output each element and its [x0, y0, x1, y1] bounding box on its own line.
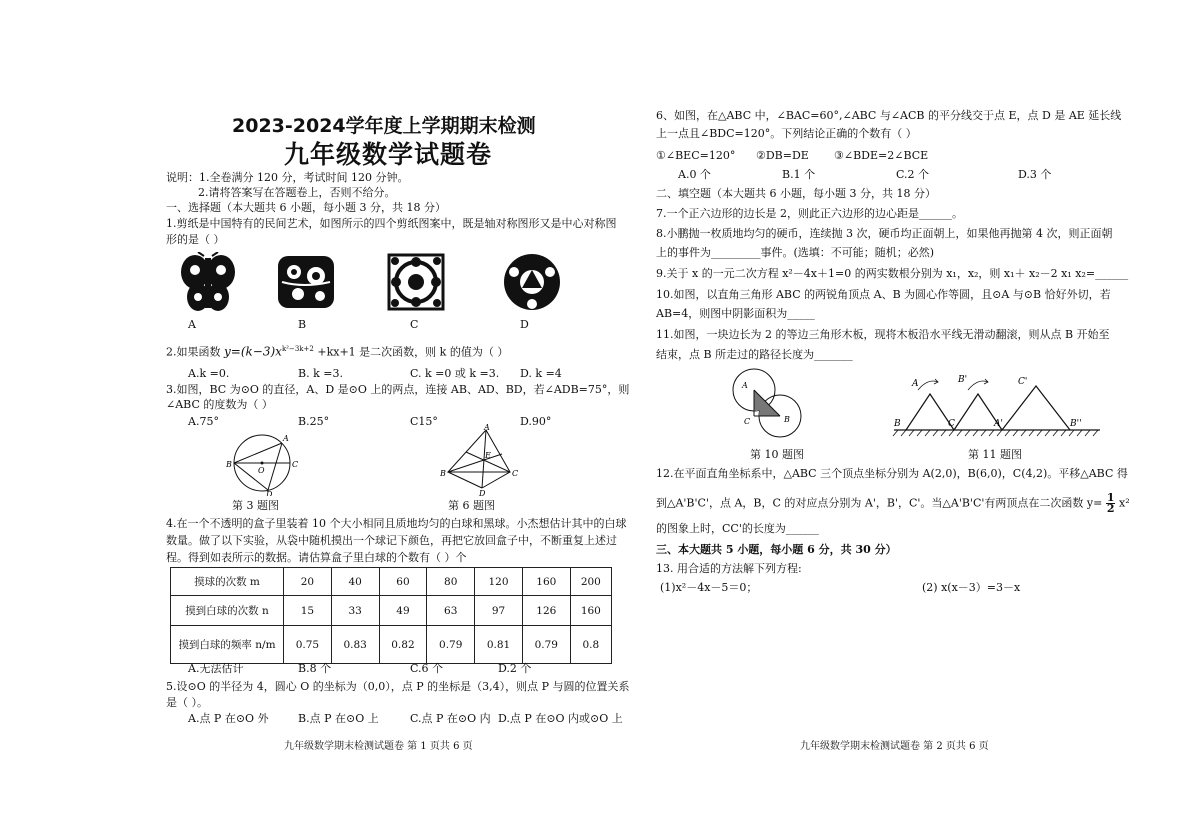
table-cell: 63: [427, 596, 475, 626]
table-cell: 60: [379, 568, 427, 596]
q1-option-c-label: C: [410, 318, 419, 331]
q2-option-c: C. k =0 或 k =3.: [410, 367, 500, 380]
q11-label-a: A: [912, 379, 919, 389]
q3-label-c: C: [292, 460, 299, 469]
q5-option-b: B.点 P 在⊙O 上: [298, 712, 379, 725]
fig6-caption: 第 6 题图: [448, 499, 495, 512]
q5-option-a: A.点 P 在⊙O 外: [188, 712, 269, 725]
q6-statement-1: ①∠BEC=120°: [656, 149, 736, 162]
q13-line: 13. 用合适的方法解下列方程:: [656, 562, 802, 575]
section-3-heading: 三、本大题共 5 小题，每小题 6 分，共 30 分）: [656, 543, 897, 556]
q10-label-b: B: [784, 415, 790, 424]
q6-option-a: A.0 个: [678, 168, 711, 181]
table-cell: 40: [331, 568, 379, 596]
section-1-heading: 一、选择题（本大题共 6 小题，每小题 3 分，共 18 分）: [166, 201, 446, 214]
table-cell: 摸球的次数 m: [171, 568, 284, 596]
papercut-triple-fish-image: [500, 250, 564, 314]
table-cell: 120: [475, 568, 523, 596]
q6-label-e: E: [485, 451, 491, 460]
q10-line-2: AB=4，则图中阴影面积为_____: [656, 307, 815, 320]
note-1: 说明：1.全卷满分 120 分，考试时间 120 分钟。: [166, 171, 409, 184]
q10-tangent-circles-figure: [730, 364, 816, 444]
table-cell: 126: [522, 596, 570, 626]
table-cell: 0.75: [284, 626, 332, 664]
exam-title: 2023-2024学年度上学期期末检测: [232, 115, 536, 137]
q8-line-1: 8.小鹏抛一枚质地均匀的硬币，连续抛 3 次，硬币均正面朝上，如果他再抛第 4 次，则正面朝: [656, 227, 1113, 240]
table-row: [171, 596, 612, 626]
q13-part-1: (1)x²－4x－5＝0；: [660, 581, 758, 594]
q3-line-1: 3.如图，BC 为⊙O 的直径，A、D 是⊙O 上的两点，连接 AB、AD、BD，若∠ADB=75°，则: [166, 383, 630, 396]
q6-label-c: C: [512, 469, 519, 478]
q6-statement-2: ②DB=DE: [756, 149, 809, 162]
q6-label-b: B: [440, 469, 446, 478]
q1-option-a-label: A: [188, 318, 196, 331]
q6-option-d: D.3 个: [1018, 168, 1052, 181]
left-page-footer: 九年级数学期末检测试题卷 第 1 页共 6 页: [284, 741, 473, 752]
fig10-caption: 第 10 题图: [750, 448, 804, 461]
q2-exponent: k²−3k+2: [281, 345, 314, 353]
q11-label-a-prime: A': [994, 419, 1003, 429]
q11-label-b-prime: B': [958, 375, 968, 385]
table-cell: 49: [379, 596, 427, 626]
q6-option-c: C.2 个: [896, 168, 930, 181]
q11-line-2: 结束，点 B 所走过的路径长度为_______: [656, 348, 853, 361]
q11-label-c-prime: C': [1018, 377, 1028, 387]
q5-option-d: D.点 P 在⊙O 内或⊙O 上: [498, 712, 623, 725]
table-cell: 0.83: [331, 626, 379, 664]
table-cell: 0.82: [379, 626, 427, 664]
q11-rolling-triangle-figure: [890, 368, 1104, 440]
section-2-heading: 二、填空题（本大题共 6 小题，每小题 3 分，共 18 分）: [656, 187, 936, 200]
q11-label-b-double-prime: B'': [1070, 419, 1082, 429]
q4-option-d: D.2 个: [498, 662, 532, 675]
q3-label-d: D: [266, 490, 273, 496]
table-cell: 20: [284, 568, 332, 596]
table-cell: 0.81: [475, 626, 523, 664]
q4-option-c: C.6 个: [410, 662, 444, 675]
table-row: [171, 626, 612, 664]
table-cell: 97: [475, 596, 523, 626]
q3-option-c: C15°: [410, 415, 438, 428]
q2-option-a: A.k =0.: [188, 367, 230, 380]
q2-line: 2.如果函数 $y=(k-3)x^{k^2-3k+2} +kx+1$ 是二次函数，则 k 的值为（ ）: [166, 344, 509, 359]
q10-label-a: A: [742, 381, 748, 390]
q5-line-1: 5.设⊙O 的半径为 4，圆心 O 的坐标为（0,0），点 P 的坐标是（3,4），则点 P 与圆的位置关系: [166, 680, 630, 693]
table-cell: 80: [427, 568, 475, 596]
fig3-caption: 第 3 题图: [232, 499, 279, 512]
exam-subtitle: 九年级数学试题卷: [284, 140, 493, 169]
q6-line-1: 6、如图，在△ABC 中，∠BAC=60°,∠ABC 与∠ACB 的平分线交于点 E，点 D 是 AE 延长线: [656, 109, 1122, 122]
q1-option-b-label: B: [298, 318, 307, 331]
q6-statement-3: ③∠BDE=2∠BCE: [834, 149, 929, 162]
q4-line-3: 程。得到如表所示的数据。请估算盒子里白球的个数有（ ）个: [166, 551, 467, 564]
q8-line-2: 上的事件为_________事件。(选填：不可能；随机；必然): [656, 246, 935, 259]
q10-label-c: C: [744, 417, 751, 426]
table-cell: 160: [522, 568, 570, 596]
q4-line-2: 数量。做了以下实验，从袋中随机摸出一个球记下颜色，再把它放回盒子中，不断重复上述过: [166, 534, 617, 547]
q5-option-c: C.点 P 在⊙O 内: [410, 712, 491, 725]
q3-option-d: D.90°: [520, 415, 552, 428]
q6-label-a: A: [484, 424, 490, 432]
table-cell: 摸到白球的次数 n: [171, 596, 284, 626]
q3-label-b: B: [226, 460, 232, 469]
q10-line-1: 10.如图，以直角三角形 ABC 的两锐角顶点 A、B 为圆心作等圆，且⊙A 与⊙B 恰好外切，若: [656, 288, 1111, 301]
q4-option-a: A.无法估计: [188, 662, 244, 675]
q4-line-1: 4.在一个不透明的盒子里装着 10 个大小相同且质地均匀的白球和黑球。小杰想估计其中的白球: [166, 517, 627, 530]
table-cell: 15: [284, 596, 332, 626]
papercut-butterfly-image: [178, 252, 238, 314]
q3-label-a: A: [283, 434, 289, 443]
q6-option-b: B.1 个: [782, 168, 816, 181]
q11-label-b: B: [894, 419, 901, 429]
q1-option-d-label: D: [520, 318, 529, 331]
papercut-flower-image: [386, 252, 446, 312]
q3-line-2: ∠ABC 的度数为（ ）: [166, 398, 273, 411]
q4-option-b: B.8 个: [298, 662, 332, 675]
table-cell: 160: [570, 596, 611, 626]
q5-line-2: 是（ ）。: [166, 696, 208, 709]
q2-option-d: D. k =4: [520, 367, 562, 380]
table-cell: 摸到白球的频率 n/m: [171, 626, 284, 664]
q9-line: 9.关于 x 的一元二次方程 x²－4x＋1=0 的两实数根分别为 x₁，x₂，则 x₁＋ x₂－2 x₁ x₂=______: [656, 267, 1129, 280]
table-cell: 0.79: [427, 626, 475, 664]
q4-frequency-table: [170, 567, 612, 664]
table-cell: 0.8: [570, 626, 611, 664]
q2-option-b: B. k =3.: [298, 367, 343, 380]
q3-option-b: B.25°: [298, 415, 330, 428]
table-cell: 200: [570, 568, 611, 596]
q1-line-1: 1.剪纸是中国特有的民间艺术，如图所示的四个剪纸图案中，既是轴对称图形又是中心对称图: [166, 217, 617, 230]
q12-line-2: 到△A'B'C'，点 A，B，C 的对应点分别为 A'，B'，C'。当△A'B'C'有两顶点在二次函数 y= $\frac{1}{2}$ x²: [656, 491, 1130, 515]
right-page-footer: 九年级数学期末检测试题卷 第 2 页共 6 页: [800, 741, 989, 752]
table-cell: 0.79: [522, 626, 570, 664]
fig11-caption: 第 11 题图: [968, 448, 1022, 461]
q3-option-a: A.75°: [188, 415, 219, 428]
q11-label-c: C: [948, 419, 955, 429]
q6-triangle-figure: [436, 424, 522, 496]
q3-circle-figure: [222, 430, 302, 496]
papercut-animal-image: [274, 252, 338, 312]
q11-line-1: 11.如图，一块边长为 2 的等边三角形木板，现将木板沿水平线无滑动翻滚，则从点 B 开始至: [656, 328, 1110, 341]
q6-line-2: 上一点且∠BDC=120°。下列结论正确的个数有（ ）: [656, 127, 917, 140]
note-2: 2.请将答案写在答题卷上，否则不给分。: [198, 186, 396, 199]
q13-part-2: (2) x(x－3）=3－x: [922, 581, 1021, 594]
q3-label-o: O: [258, 466, 265, 475]
q12-fraction: $\frac{1}{2}$: [1106, 491, 1115, 515]
q2-formula: y=(k−3)x: [224, 344, 282, 359]
table-cell: 33: [331, 596, 379, 626]
table-row: [171, 568, 612, 596]
q7-line: 7.一个正六边形的边长是 2，则此正六边形的边心距是______。: [656, 207, 963, 220]
q6-label-d: D: [479, 489, 486, 496]
q1-line-2: 形的是（ ）: [166, 233, 225, 246]
q12-line-3: 的图象上时，CC'的长度为______: [656, 522, 819, 535]
q12-line-1: 12.在平面直角坐标系中，△ABC 三个顶点坐标分别为 A(2,0)，B(6,0)，C(4,2)。平移△ABC 得: [656, 467, 1128, 480]
